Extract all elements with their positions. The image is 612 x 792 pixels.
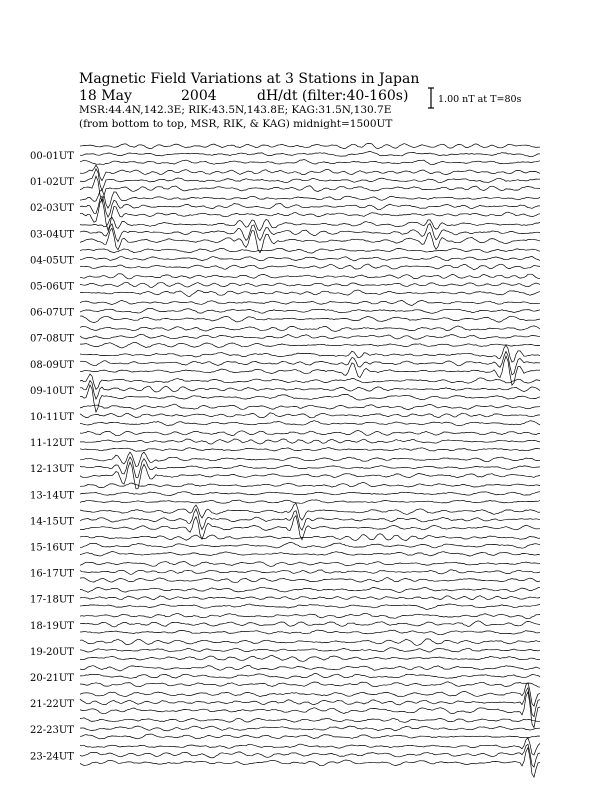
hour-label: 03-04UT <box>30 229 74 241</box>
trace-rik-11-12UT <box>80 439 540 444</box>
hour-label: 09-10UT <box>30 385 74 397</box>
station-coordinates: MSR:44.4N,142.3E; RIK:43.5N,143.8E; KAG:31.5N,130.7E <box>79 104 392 116</box>
trace-msr-21-22UT <box>80 692 540 728</box>
trace-rik-04-05UT <box>80 256 540 261</box>
trace-rik-20-21UT <box>80 674 540 679</box>
trace-kag-14-15UT <box>80 503 540 520</box>
trace-lines <box>80 143 540 777</box>
trace-rik-10-11UT <box>80 413 540 418</box>
data-type-label: dH/dt (filter:40-160s) <box>257 88 409 104</box>
hour-label: 15-16UT <box>30 542 74 554</box>
trace-rik-22-23UT <box>80 726 540 731</box>
trace-kag-08-09UT <box>80 345 540 362</box>
trace-rik-18-19UT <box>80 621 540 627</box>
trace-kag-16-17UT <box>80 561 540 566</box>
trace-msr-06-07UT <box>80 316 540 323</box>
trace-msr-17-18UT <box>80 604 540 609</box>
trace-msr-13-14UT <box>80 500 540 504</box>
trace-rik-16-17UT <box>80 570 540 575</box>
trace-msr-05-06UT <box>80 290 540 296</box>
scale-bar <box>428 88 434 108</box>
trace-msr-11-12UT <box>80 448 540 452</box>
hour-label: 05-06UT <box>30 281 74 293</box>
hour-label: 23-24UT <box>30 751 74 763</box>
trace-kag-19-20UT <box>80 639 540 645</box>
trace-kag-11-12UT <box>80 431 540 436</box>
trace-msr-19-20UT <box>80 655 540 661</box>
hour-label: 13-14UT <box>30 490 74 502</box>
trace-kag-13-14UT <box>80 483 540 488</box>
trace-msr-12-13UT <box>80 462 540 489</box>
trace-msr-10-11UT <box>80 421 540 426</box>
trace-kag-05-06UT <box>80 274 540 279</box>
hour-label: 11-12UT <box>30 438 74 450</box>
hour-label: 04-05UT <box>30 255 74 267</box>
trace-msr-18-19UT <box>80 630 540 635</box>
trace-kag-18-19UT <box>80 613 540 619</box>
trace-rik-07-08UT <box>80 334 540 339</box>
date-year: 2004 <box>181 88 217 104</box>
trace-kag-10-11UT <box>80 404 540 410</box>
hour-label: 22-23UT <box>30 725 74 737</box>
hour-label: 08-09UT <box>30 359 74 371</box>
trace-kag-15-16UT <box>80 534 540 541</box>
date-day: 18 May <box>79 88 132 104</box>
trace-msr-22-23UT <box>80 734 540 739</box>
trace-kag-03-04UT <box>80 217 540 230</box>
trace-msr-04-05UT <box>80 264 540 270</box>
trace-rik-13-14UT <box>80 492 540 496</box>
scale-bar-label: 1.00 nT at T=80s <box>438 94 522 105</box>
trace-msr-16-17UT <box>80 578 540 583</box>
chart-title: Magnetic Field Variations at 3 Stations in Japan <box>79 71 420 87</box>
trace-rik-06-07UT <box>80 308 540 313</box>
hour-label: 14-15UT <box>30 516 74 528</box>
hour-label: 10-11UT <box>30 412 74 423</box>
hour-label: 19-20UT <box>30 646 74 658</box>
trace-kag-23-24UT <box>80 738 540 755</box>
station-order-note: (from bottom to top, MSR, RIK, & KAG) midnight=1500UT <box>79 118 393 130</box>
trace-kag-00-01UT <box>80 143 540 148</box>
trace-kag-04-05UT <box>80 248 540 253</box>
hour-label: 18-19UT <box>30 620 74 632</box>
trace-msr-23-24UT <box>80 748 540 777</box>
trace-msr-02-03UT <box>80 199 540 230</box>
trace-kag-07-08UT <box>80 326 540 332</box>
hour-label: 02-03UT <box>30 203 74 215</box>
trace-rik-00-01UT <box>80 151 540 156</box>
hour-label: 07-08UT <box>30 333 74 345</box>
trace-rik-17-18UT <box>80 596 540 600</box>
hour-label: 06-07UT <box>30 307 74 319</box>
trace-msr-20-21UT <box>80 682 540 687</box>
trace-msr-07-08UT <box>80 342 540 348</box>
hour-label: 17-18UT <box>30 594 74 606</box>
hour-label: 21-22UT <box>30 699 74 711</box>
trace-kag-01-02UT <box>80 165 540 180</box>
hour-label: 16-17UT <box>30 568 74 580</box>
trace-msr-00-01UT <box>80 160 540 165</box>
hour-label: 00-01UT <box>30 151 74 162</box>
trace-kag-20-21UT <box>80 665 540 671</box>
trace-rik-15-16UT <box>80 543 540 549</box>
trace-kag-02-03UT <box>80 190 540 208</box>
hour-label: 12-13UT <box>30 464 74 476</box>
trace-kag-22-23UT <box>80 718 540 723</box>
hour-label: 01-02UT <box>30 177 74 189</box>
trace-kag-06-07UT <box>80 300 540 305</box>
trace-msr-15-16UT <box>80 552 540 557</box>
trace-rik-19-20UT <box>80 648 540 652</box>
trace-kag-09-10UT <box>80 374 540 389</box>
hour-labels <box>30 151 74 762</box>
trace-rik-05-06UT <box>80 283 540 288</box>
trace-rik-09-10UT <box>80 381 540 400</box>
trace-kag-12-13UT <box>80 452 540 467</box>
hour-label: 20-21UT <box>30 673 74 684</box>
trace-kag-17-18UT <box>80 587 540 592</box>
